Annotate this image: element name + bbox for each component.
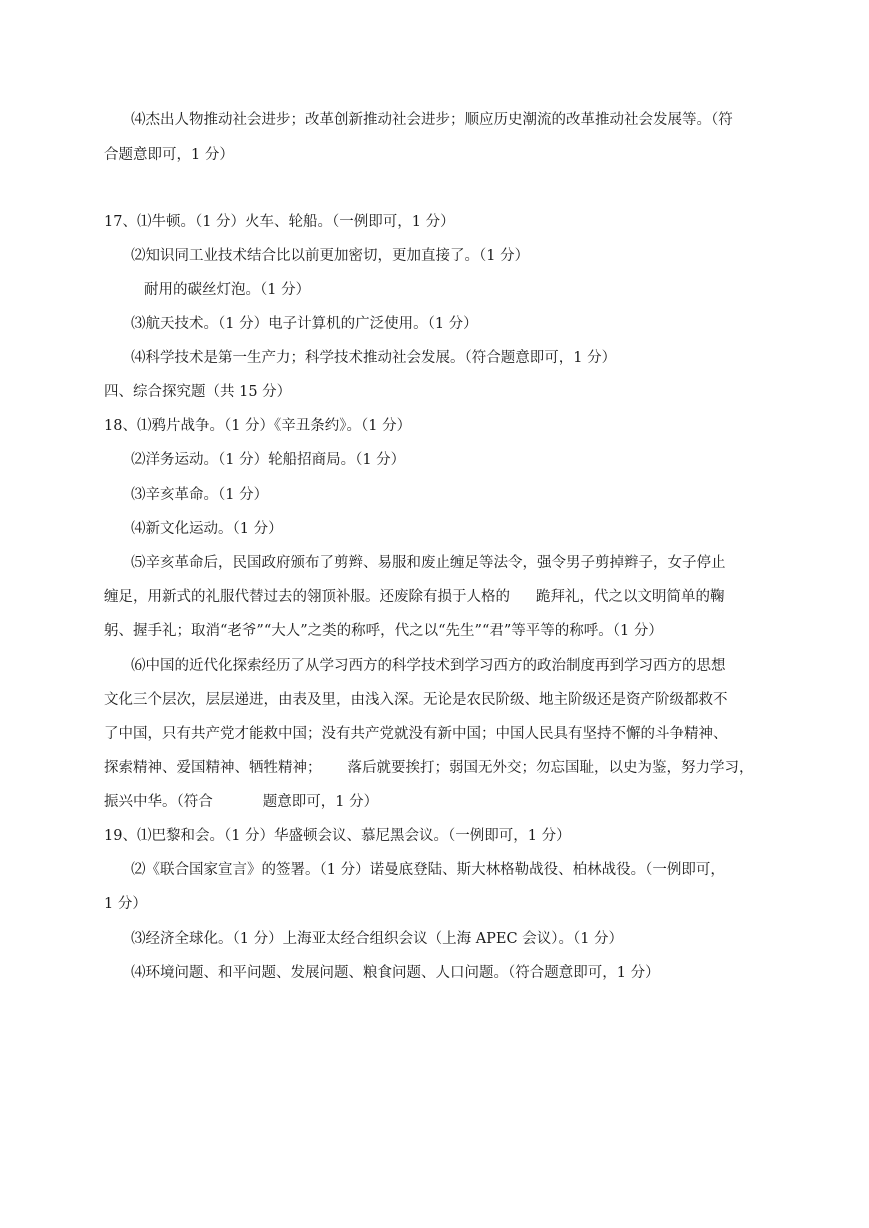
answer-18-2: ⑵洋务运动。（1 分）轮船招商局。（1 分）	[131, 452, 406, 468]
answer-17-3: ⑶航天技术。（1 分）电子计算机的广泛使用。（1 分）	[131, 316, 478, 332]
answer-18-5-line2-part1: 缠足，用新式的礼服代替过去的翎顶补服。还废除有损于人格的	[104, 589, 510, 605]
answer-19-1: 19、⑴巴黎和会。（1 分）华盛顿会议、慕尼黑会议。（一例即可，1 分）	[104, 828, 571, 844]
answer-16-4-line2: 合题意即可，1 分）	[104, 147, 234, 163]
answer-18-6-line4-part1: 探索精神、爱国精神、牺牲精神；	[104, 760, 322, 776]
answer-18-6-line5	[104, 792, 378, 812]
answer-17-4: ⑷科学技术是第一生产力；科学技术推动社会发展。（符合题意即可，1 分）	[131, 350, 617, 366]
answer-18-6-line5-part2: 题意即可，1 分）	[262, 794, 379, 810]
answer-16-4-line1: ⑷杰出人物推动社会进步；改革创新推动社会进步；顺应历史潮流的改革推动社会发展等。（符	[131, 112, 733, 128]
answer-18-6-line4-part2: 落后就要挨打；弱国无外交；勿忘国耻，以史为鉴，努力学习，	[347, 760, 754, 776]
answer-18-1: 18、⑴鸦片战争。（1 分）《辛丑条约》。（1 分）	[104, 418, 412, 434]
answer-18-6-line1: ⑹中国的近代化探索经历了从学习西方的科学技术到学习西方的政治制度再到学习西方的思想	[131, 658, 726, 674]
answer-18-6-line4	[104, 758, 754, 778]
answer-17-2b: 耐用的碳丝灯泡。（1 分）	[144, 282, 311, 298]
answer-18-6-line2: 文化三个层次，层层递进，由表及里，由浅入深。无论是农民阶级、地主阶级还是资产阶级都救不	[104, 692, 728, 708]
answer-19-2-line2: 1 分）	[104, 896, 147, 912]
answer-19-3: ⑶经济全球化。（1 分）上海亚太经合组织会议（上海 APEC 会议）。（1 分）	[131, 931, 624, 947]
answer-17-1: 17、⑴牛顿。（1 分）火车、轮船。（一例即可，1 分）	[104, 214, 455, 230]
answer-19-4: ⑷环境问题、和平问题、发展问题、粮食问题、人口问题。（符合题意即可，1 分）	[131, 965, 660, 981]
answer-18-3: ⑶辛亥革命。（1 分）	[131, 487, 269, 503]
answer-19-2-line1: ⑵《联合国家宣言》的签署。（1 分）诺曼底登陆、斯大林格勒战役、柏林战役。（一例即可，	[131, 862, 725, 878]
answer-18-6-line3: 了中国，只有共产党才能救中国；没有共产党就没有新中国；中国人民具有坚持不懈的斗争精神、	[104, 726, 728, 742]
answer-18-6-line5-part1: 振兴中华。（符合	[104, 794, 213, 810]
section-heading-4: 四、综合探究题（共 15 分）	[104, 384, 292, 400]
answer-18-5-line1: ⑸辛亥革命后，民国政府颁布了剪辫、易服和废止缠足等法令，强令男子剪掉辫子，女子停止	[131, 555, 726, 571]
answer-18-5-line3: 躬、握手礼；取消“老爷”“大人”之类的称呼，代之以“先生”“君”等平等的称呼。（1 分）	[104, 623, 663, 639]
answer-17-2: ⑵知识同工业技术结合比以前更加密切，更加直接了。（1 分）	[131, 248, 530, 264]
answer-18-5-line2-part2: 跪拜礼，代之以文明简单的鞠	[536, 589, 725, 605]
answer-18-4: ⑷新文化运动。（1 分）	[131, 521, 283, 537]
answer-18-5-line2	[104, 587, 725, 607]
